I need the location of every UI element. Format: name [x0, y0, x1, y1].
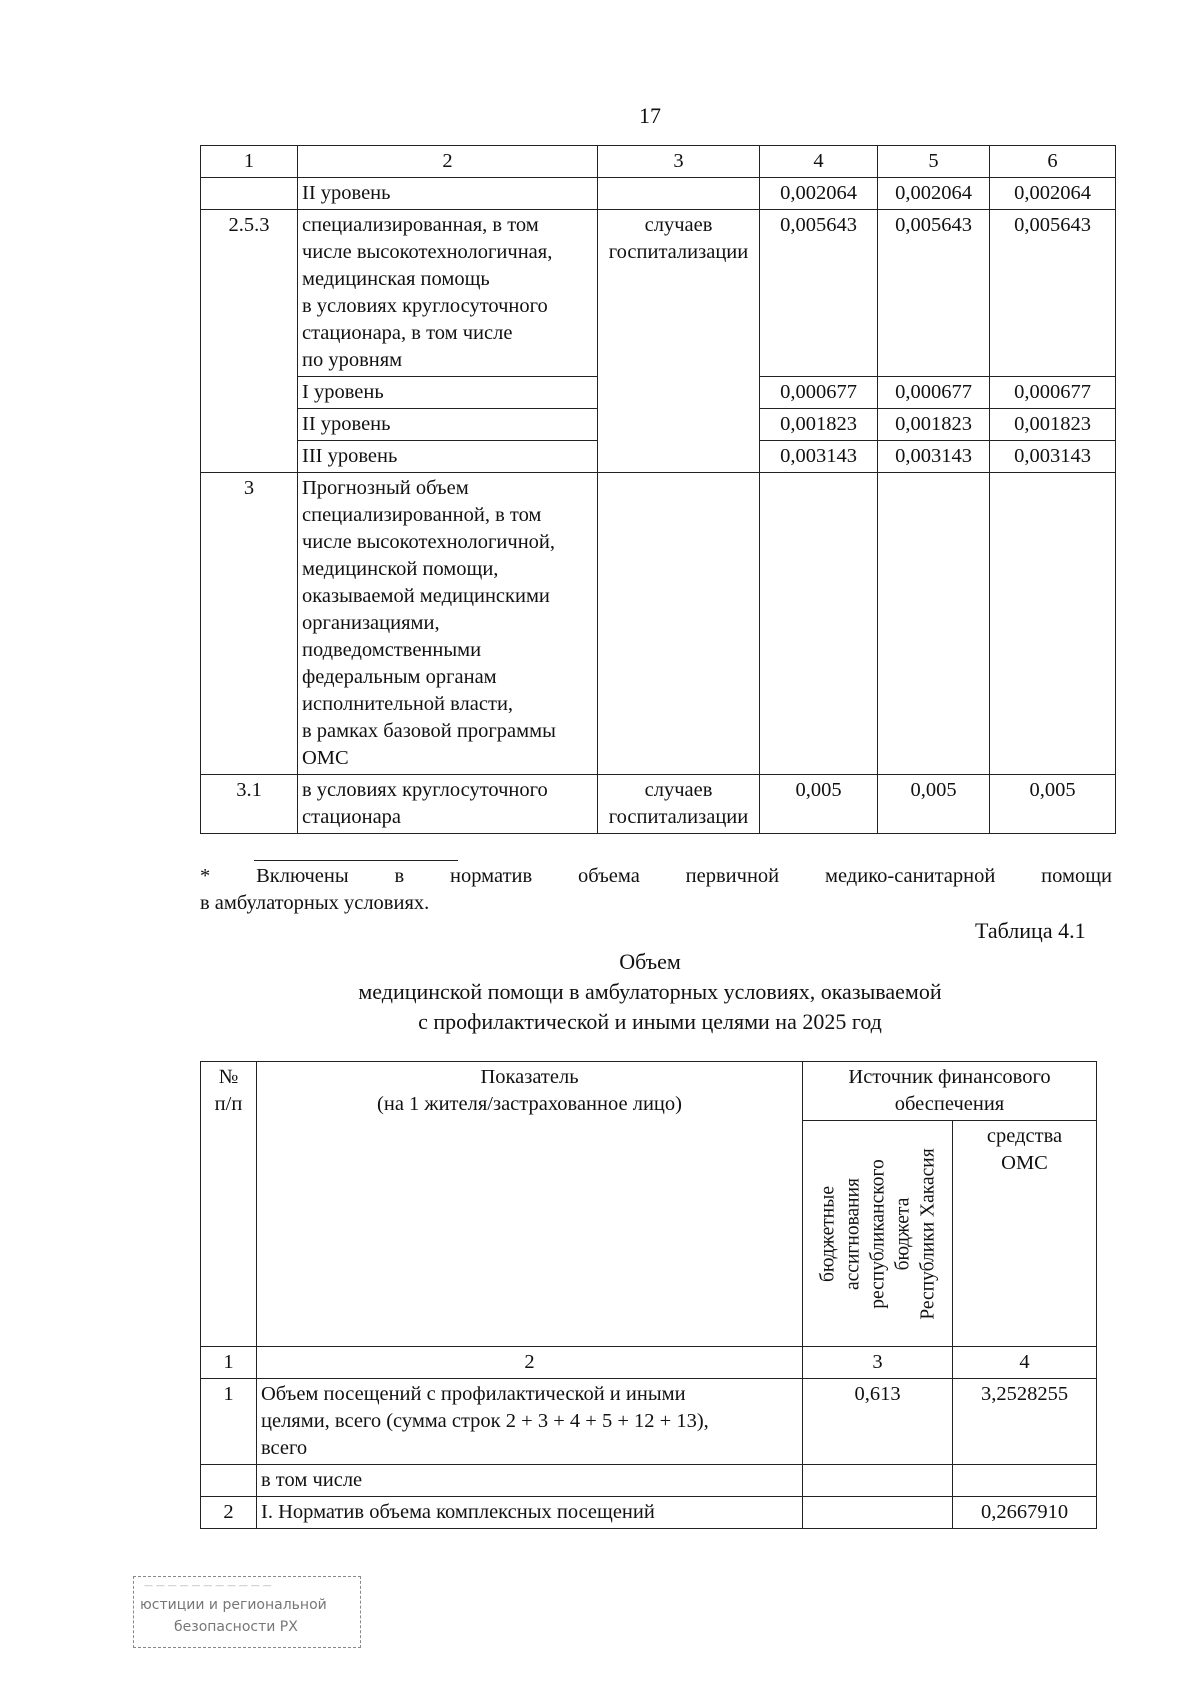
value-cell: 0,001823	[990, 409, 1116, 441]
header-cell: 3	[598, 146, 760, 178]
unit-cell: случаев госпитализации	[598, 775, 760, 834]
unit-cell: случаев госпитализации	[598, 210, 760, 473]
column-number: 3	[803, 1347, 953, 1379]
value-cell: 0,000677	[878, 377, 990, 409]
column-number-row	[201, 1347, 1097, 1379]
footnote-text-continued: в амбулаторных условиях.	[200, 892, 430, 914]
header-source: Источник финансового обеспечения	[803, 1062, 1097, 1121]
header-cell: 2	[298, 146, 598, 178]
table-header-row	[201, 1062, 1097, 1121]
row-name: II уровень	[298, 178, 598, 210]
row-name: в том числе	[257, 1465, 803, 1497]
value-cell: 0,003143	[760, 441, 878, 473]
row-name: III уровень	[298, 441, 598, 473]
value-cell: 0,005643	[878, 210, 990, 377]
table-row	[201, 473, 1116, 775]
row-name: в условиях круглосуточного стационара	[298, 775, 598, 834]
header-cell: 6	[990, 146, 1116, 178]
header-budget: бюджетные ассигнования республиканского бюджета Республики Хакасия	[803, 1121, 953, 1347]
value-cell: 0,005	[878, 775, 990, 834]
value-cell: 0,613	[803, 1379, 953, 1465]
value-cell: 0,001823	[878, 409, 990, 441]
value-cell: 0,000677	[990, 377, 1116, 409]
value-cell: 0,2667910	[953, 1497, 1097, 1529]
table-row	[201, 1379, 1097, 1465]
value-cell: 0,005643	[760, 210, 878, 377]
value-cell: 0,000677	[760, 377, 878, 409]
row-number: 2	[201, 1497, 257, 1529]
row-name: I. Норматив объема комплексных посещений	[257, 1497, 803, 1529]
value-cell: 0,003143	[990, 441, 1116, 473]
table-continuation	[200, 145, 1116, 834]
table-title: Объем	[619, 949, 681, 974]
value-cell: 0,003143	[878, 441, 990, 473]
row-name: I уровень	[298, 377, 598, 409]
table-label: Таблица 4.1	[975, 918, 1086, 943]
header-oms: средства ОМС	[953, 1121, 1097, 1347]
table-row	[201, 178, 1116, 210]
value-cell: 0,005643	[990, 210, 1116, 377]
table-title: с профилактической и иными целями на 2025 год	[418, 1009, 882, 1034]
page-number: 17	[639, 103, 661, 128]
row-number: 1	[201, 1379, 257, 1465]
header-cell: 4	[760, 146, 878, 178]
header-cell: 5	[878, 146, 990, 178]
row-number: 3	[201, 473, 298, 775]
value-cell: 0,002064	[878, 178, 990, 210]
value-cell: 0,002064	[760, 178, 878, 210]
row-number: 3.1	[201, 775, 298, 834]
header-cell: 1	[201, 146, 298, 178]
value-cell	[803, 1497, 953, 1529]
column-number: 4	[953, 1347, 1097, 1379]
value-cell: 0,005	[990, 775, 1116, 834]
registration-stamp: — — — — — — — — — — — юстиции и региональной безопасности РХ	[133, 1576, 361, 1648]
row-name: Объем посещений с профилактической и иными целями, всего (сумма строк 2 + 3 + 4 + 5 + 12 + 13), всего	[257, 1379, 803, 1465]
table-title: медицинской помощи в амбулаторных условиях, оказываемой	[358, 979, 942, 1004]
column-number: 1	[201, 1347, 257, 1379]
table-header-row	[201, 146, 1116, 178]
table-row	[201, 775, 1116, 834]
value-cell: 3,2528255	[953, 1379, 1097, 1465]
table-row	[201, 1497, 1097, 1529]
value-cell: 0,002064	[990, 178, 1116, 210]
row-name: специализированная, в том числе высокотехнологичная, медицинская помощь в условиях круглосуточного стационара, в том числе по уровням	[298, 210, 598, 377]
row-name: Прогнозный объем специализированной, в том числе высокотехнологичной, медицинской помощи, оказываемой медицинскими организациями, подведомственными федеральным органам исполнительной власти, в рамках базовой программы ОМС	[298, 473, 598, 775]
table-row	[201, 1465, 1097, 1497]
row-number: 2.5.3	[201, 210, 298, 473]
footnote-divider	[254, 860, 458, 861]
value-cell: 0,005	[760, 775, 878, 834]
footnote-text: * Включены в норматив объема первичной медико-санитарной помощи	[200, 865, 1112, 887]
row-name: II уровень	[298, 409, 598, 441]
header-indicator: Показатель (на 1 жителя/застрахованное лицо)	[257, 1062, 803, 1347]
column-number: 2	[257, 1347, 803, 1379]
table-row	[201, 210, 1116, 377]
value-cell: 0,001823	[760, 409, 878, 441]
header-num: № п/п	[201, 1062, 257, 1347]
table-outpatient-volume	[200, 1061, 1097, 1529]
